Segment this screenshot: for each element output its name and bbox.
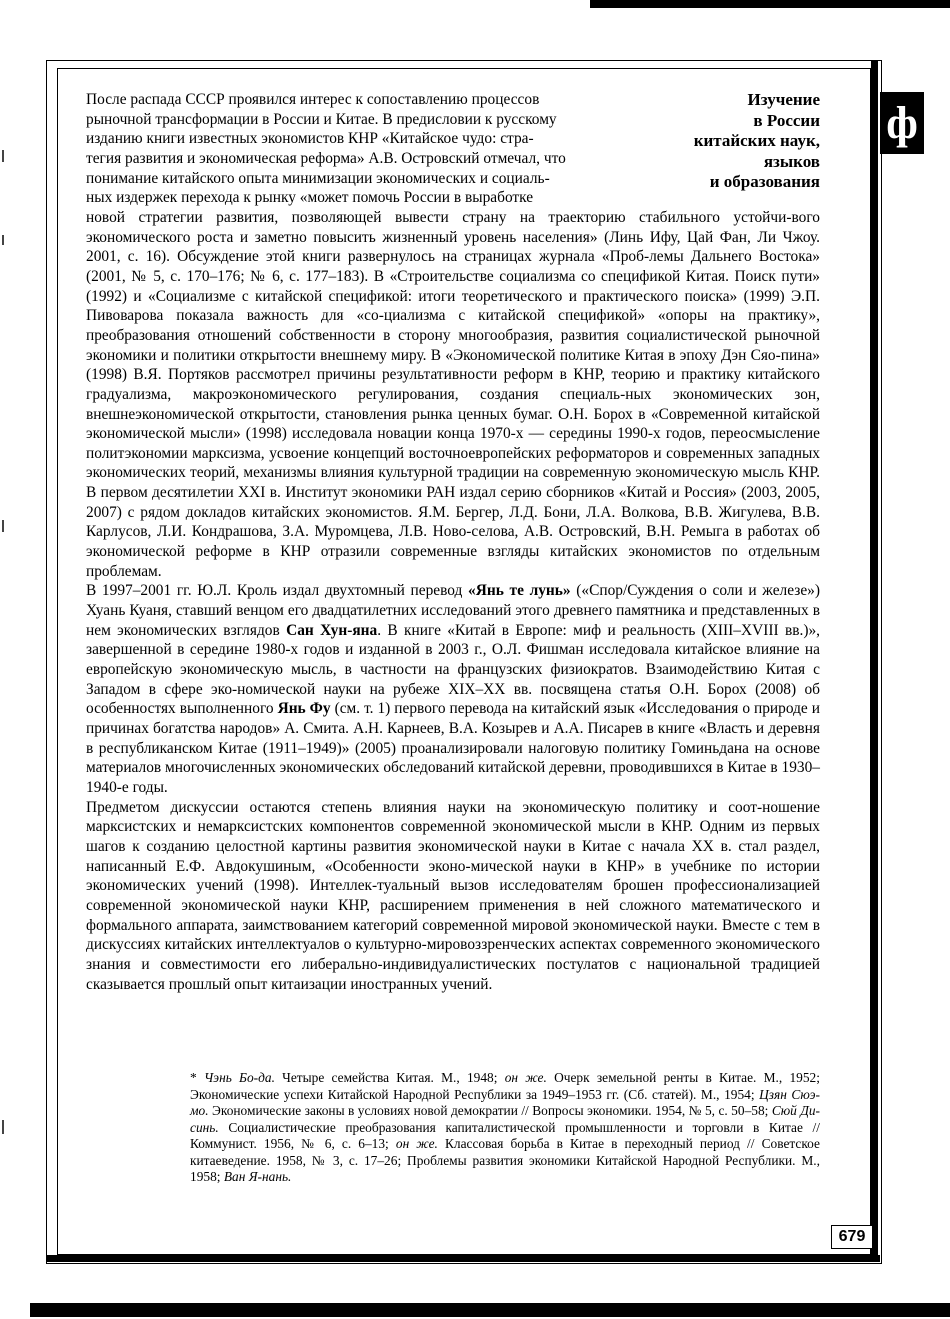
margin-mark: [2, 150, 4, 162]
section-title-line: Изучение: [747, 90, 820, 109]
paragraph-1-line: тегия развития и экономическая реформа» А.В. Островский отмечал, что: [86, 149, 566, 167]
text-run: Социалистические преобразования капиталистической промышленности и торговли в Китае // Коммунист. 1956, № 6, с. 6–13;: [190, 1119, 820, 1151]
paragraph-1-line: изданию книги известных экономистов КНР «Китайское чудо: стра-: [86, 130, 534, 148]
text-run: («Спор/Суждения о соли и железе») Хуань Куаня, ставший венцом его двадцатилетних исследований этого древнего памятника и представленных в нем экономических взглядов: [86, 582, 820, 639]
bold-term: Сан Хун-яна: [286, 621, 378, 639]
author-italic: он же.: [504, 1070, 547, 1085]
margin-mark: [2, 235, 4, 245]
text-run: (см. т. 1) первого перевода на китайский язык «Исследования о природе и причинах богатства народов» А. Смита. А.Н. Карнеев, В.А. Козырев и А.А. Писарев в книге «Власть и деревня в республиканском Китае (1911–1949)» (2005) проанализировали налоговую политику Гоминьдана на основе материалов многочисленных экономических обследований китайской деревни, проводившихся в Китае в 1930–1940-е годы.: [86, 700, 820, 796]
frame-shadow-right: [871, 60, 878, 1262]
section-title-line: языков: [763, 151, 820, 171]
author-italic: он же.: [395, 1136, 438, 1151]
paragraph-2: [86, 581, 820, 797]
main-text: [86, 90, 820, 994]
margin-mark: [2, 520, 4, 532]
text-run: В 1997–2001 гг. Ю.Л. Кроль издал двухтомный перевод: [86, 582, 469, 600]
paragraph-1-continued: новой стратегии развития, позволяющей вывести страну на траекторию стабильного устойчи-вого экономического роста и заметно повысить жизненный уровень населения» (Линь Ифу, Цай Фан, Ли Чжоу. 2001, с. 16). Обсуждение этой книги развернулось на страницах журнала «Проб-лемы Дальнего Востока» (2001, № 5, с. 170–176; № 6, с. 177–183). В «Строительстве социализма со спецификой Китая. Поиск пути» (1992) и «Социализме с китайской спецификой: итоги теоретического и практического поиска» (1999) Э.П. Пивоварова показала важность для «со-циализма с китайской спецификой» «опоры на практику», преобразования отношений собственности в сторону многообразия, развития социалистической рыночной экономики и политики открытости внешнему миру. В «Экономической политике Китая в эпоху Дэн Сяо-пина» (1998) В.Я. Портяков рассмотрел причины результативности реформ в КНР, теорию и практику китайского градуализма, макроэкономического регулирования, создания специаль-ных экономических зон, внешнеэкономической открытости, становления рынка ценных бумаг. О.Н. Борох в «Современной китайской экономической мысли» (1998) исследовала новации конца 1970-х — середины 1990-х годов, переосмысление политэкономии марксизма, усвоение концепций восточноевропейских реформаторов и современных западных экономических теорий, механизмы влияния культурной традиции на современную экономическую мысль КНР. В первом десятилетии XXI в. Институт экономики РАН издал серию сборников «Китай и Россия» (2003, 2005, 2007) с рядом докладов китайских экономистов. Я.М. Бергер, Л.Д. Бони, Л.А. Волкова, В.В. Жигулева, В.В. Карлусов, Л.И. Кондрашова, З.А. Муромцева, Л.В. Ново-селова, А.В. Островский, В.Н. Ремыга в работах об экономической реформе в КНР отразили современные взгляды китайских экономистов по отдельным проблемам.: [86, 208, 820, 580]
section-title-line: в России: [753, 110, 820, 130]
author-italic: Ван Я-нань.: [223, 1169, 292, 1184]
footnote-marker: *: [190, 1070, 204, 1085]
paragraph-3: Предметом дискуссии остаются степень влияния науки на экономическую политику и соот-ношение марксистских и немарксистских компонентов современной экономической мысли в КНР. Одним из первых шагов к созданию целостной картины развития экономической науки в Китае с начала XX в. стал раздел, написанный Е.Ф. Авдокушиным, «Особенности эконо-мической науки в КНР» в учебнике по истории экономических учений (1998). Интеллек-туальный вызов исследователям брошен профессионализацией современной экономической науки КНР, расширением применения в ней сложного математического и формального аппарата, заимствованием категорий современной мировой экономической науки. Вместе с тем в дискуссиях китайских интеллектуалов о культурно-мировоззренческих аспектах современного экономического знания и совместимости его либерально-индивидуалистических постулатов с национальной традицией сказывается прошлый опыт китаизации иностранных учений.: [86, 798, 820, 993]
section-title-line: и образования: [709, 172, 820, 191]
frame-shadow-bottom: [46, 1255, 880, 1262]
paragraph-1-line: понимание китайского опыта минимизации экономических и социаль-: [86, 169, 550, 187]
author-italic: Цзян Сюэ-мо.: [190, 1086, 820, 1118]
paragraph-1-line: ных издержек перехода к рынку «может помочь России в выработке: [86, 189, 534, 207]
page-number: 679: [831, 1225, 873, 1249]
section-tab-icon: ф: [880, 92, 924, 154]
paragraph-1-line: После распада СССР проявился интерес к сопоставлению процессов: [86, 91, 540, 108]
footnote: [190, 1070, 820, 1186]
paragraph-1-line: рыночной трансформации в России и Китае. В предисловии к русскому: [86, 110, 557, 128]
text-run: Классовая борьба в Китае в переходный период // Советское китаеведение. 1958, № 3, с. 17–26; Проблемы развития экономики Китайской Народной Республики. М., 1958;: [190, 1136, 820, 1184]
author-italic: Сюй Ди-синь.: [190, 1103, 820, 1135]
bold-term: Янь Фу: [277, 700, 331, 718]
text-run: Очерк земельной ренты в Китае. М., 1952; Экономические успехи Китайской Народной Республики за 1949–1953 гг. (Сб. статей). М., 1954;: [190, 1070, 820, 1102]
bottom-edge-bar: [30, 1303, 950, 1317]
text-run: Экономические законы в условиях новой демократии // Вопросы экономики. 1954, № 5, с. 50–58;: [208, 1103, 772, 1118]
top-edge-bar: [590, 0, 950, 8]
bold-term: «Янь те лунь»: [468, 582, 571, 600]
text-run: . В книге «Китай в Европе: миф и реальность (XIII–XVIII вв.)», завершенной в середине 1980-х годов и изданной в 2003 г., О.Л. Фишман исследовала китайское влияние на европейскую экономическую мысль, в частности на французских физиократов. Взаимодействию Китая с Западом в сфере эко-номической науки на рубеже XIX–XX вв. посвящена статья О.Н. Борох (2008) об особенностях выполненного: [86, 621, 820, 718]
section-title-line: китайских наук,: [693, 131, 820, 150]
text-run: Четыре семейства Китая. М., 1948;: [274, 1070, 505, 1085]
author-italic: Чэнь Бо-да.: [203, 1070, 275, 1085]
margin-mark: [2, 1120, 4, 1134]
